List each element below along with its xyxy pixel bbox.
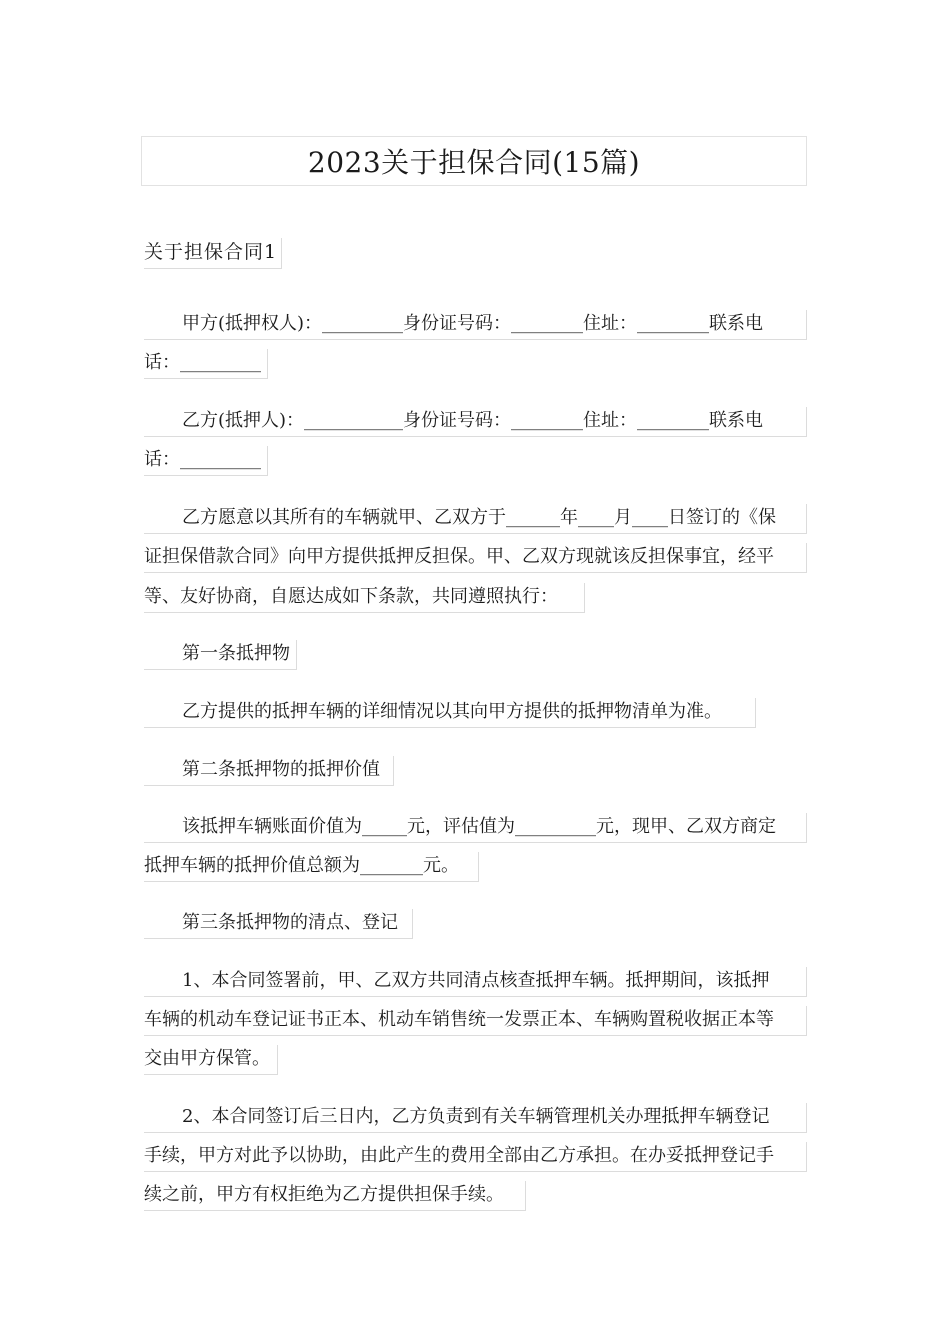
- title-box: [141, 136, 807, 186]
- article-3-clause-2-line-2: 手续，甲方对此予以协助，由此产生的费用全部由乙方承担。在办妥抵押登记手: [144, 1142, 807, 1172]
- article-3-clause-1-line-1: 1、本合同签署前，甲、乙双方共同清点核查抵押车辆。抵押期间，该抵押: [144, 967, 807, 997]
- paragraph-party-b-line-2: 话：_________: [144, 446, 268, 476]
- article-2-heading: 第二条抵押物的抵押价值: [144, 756, 394, 786]
- article-3-clause-2-line-3: 续之前，甲方有权拒绝为乙方提供担保手续。: [144, 1181, 526, 1211]
- article-2-text-line-1: 该抵押车辆账面价值为_____元，评估值为_________元，现甲、乙双方商定: [144, 813, 807, 843]
- article-1-heading: 第一条抵押物: [144, 640, 297, 670]
- document-title: 2023关于担保合同(15篇): [307, 146, 641, 179]
- section-heading: 关于担保合同1: [144, 238, 282, 269]
- article-3-heading: 第三条抵押物的清点、登记: [144, 909, 413, 939]
- paragraph-intro-line-2: 证担保借款合同》向甲方提供抵押反担保。甲、乙双方现就该反担保事宜，经平: [144, 543, 807, 573]
- paragraph-party-a-line-1: 甲方(抵押权人)：_________身份证号码：________住址：________联系电: [144, 310, 807, 340]
- article-2-text-line-2: 抵押车辆的抵押价值总额为_______元。: [144, 852, 479, 882]
- article-3-clause-1-line-3: 交由甲方保管。: [144, 1045, 278, 1075]
- article-1-text: 乙方提供的抵押车辆的详细情况以其向甲方提供的抵押物清单为准。: [144, 698, 756, 728]
- paragraph-intro-line-1: 乙方愿意以其所有的车辆就甲、乙双方于______年____月____日签订的《保: [144, 504, 807, 534]
- article-3-clause-1-line-2: 车辆的机动车登记证书正本、机动车销售统一发票正本、车辆购置税收据正本等: [144, 1006, 807, 1036]
- paragraph-party-a-line-2: 话：_________: [144, 349, 268, 379]
- article-3-clause-2-line-1: 2、本合同签订后三日内，乙方负责到有关车辆管理机关办理抵押车辆登记: [144, 1103, 807, 1133]
- paragraph-party-b-line-1: 乙方(抵押人)：___________身份证号码：________住址：________联系电: [144, 407, 807, 437]
- paragraph-intro-line-3: 等、友好协商，自愿达成如下条款，共同遵照执行：: [144, 583, 585, 613]
